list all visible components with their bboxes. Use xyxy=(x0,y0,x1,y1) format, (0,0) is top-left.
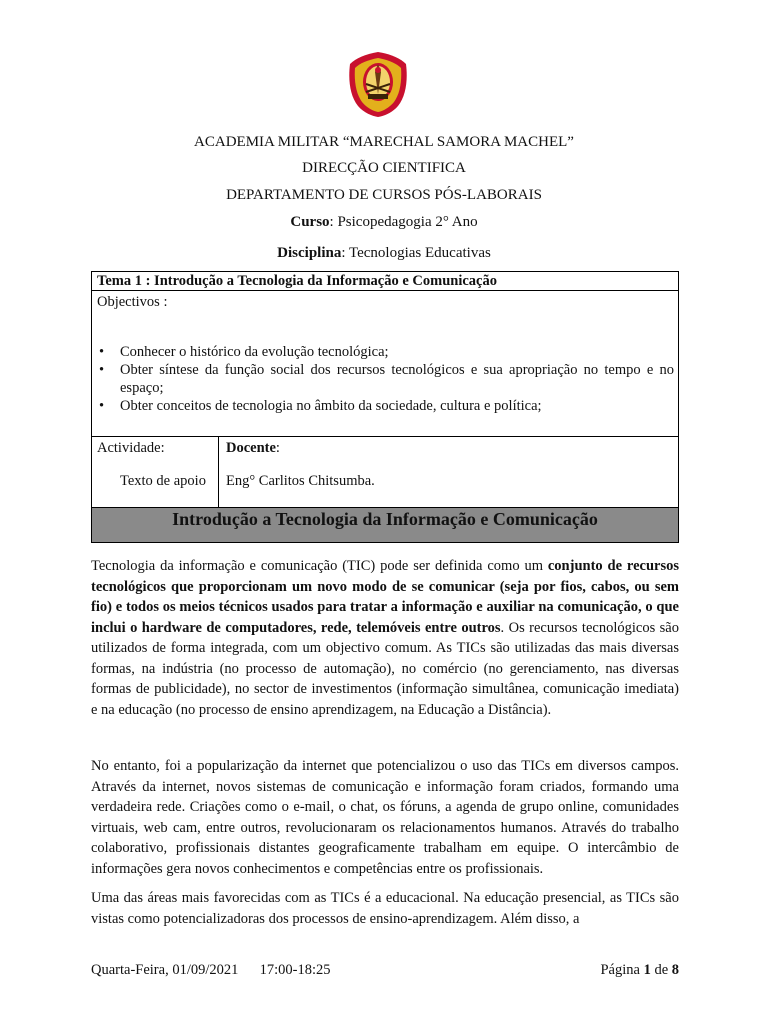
list-item: • Obter conceitos de tecnologia no âmbito da sociedade, cultura e política; xyxy=(92,397,680,415)
footer-time: 17:00-18:25 xyxy=(259,962,331,978)
footer-date: Quarta-Feira, 01/09/2021 xyxy=(91,962,239,978)
discipline-label: Disciplina xyxy=(277,245,342,261)
activity-cell xyxy=(92,437,219,507)
paragraph-1-bold: conjunto de recursos tecnológicos que proporcionam um novo modo de se comunicar (seja por fios, cabos, ou sem fio) e todos os meios técnicos usados para tratar a informação e auxiliar na comunicação, o que inclui o hardware de computadores, rede, telemóveis entre outros xyxy=(91,558,679,636)
paragraph-3: Uma das áreas mais favorecidas com as TICs é a educacional. Na educação presencial, as TICs são vistas como potencializadoras dos processos de ensino-aprendizagem. Além disso, a xyxy=(91,890,679,927)
objectives-list xyxy=(92,343,680,415)
page-footer xyxy=(91,961,679,979)
docente-label: Docente xyxy=(226,440,276,456)
direction-name: DIRECÇÃO CIENTIFICA xyxy=(302,160,466,176)
topic-title: Tema 1 : Introdução a Tecnologia da Informação e Comunicação xyxy=(92,272,678,291)
objectives-label: Objectivos : xyxy=(97,294,168,310)
military-academy-crest-icon xyxy=(346,50,410,118)
institution-name: ACADEMIA MILITAR “MARECHAL SAMORA MACHEL” xyxy=(194,134,574,150)
department-name: DEPARTAMENTO DE CURSOS PÓS-LABORAIS xyxy=(226,187,542,203)
activity-value: Texto de apoio xyxy=(120,473,206,489)
course-line xyxy=(0,213,768,231)
paragraph-2: No entanto, foi a popularização da internet que potencializou o uso das TICs em diversos campos. Através da internet, novos sistemas de comunicação e informação foram criados, formando uma verdadeira rede. Criações como o e-mail, o chat, os fóruns, a agenda de grupo online, comunidades virtuais, web cam, entre outros, revolucionaram os relacionamentos humanos. Através do trabalho colaborativo, profissionais distantes geograficamente trabalham em equipe. O intercâmbio de informações gera novos conhecimentos e competências entre os profissionais. xyxy=(91,758,679,877)
discipline-line xyxy=(0,244,768,262)
docente-line: Docente: xyxy=(226,440,280,456)
page-indicator: Página 1 de 8 xyxy=(600,962,679,978)
paragraph-1: Tecnologia da informação e comunicação (TIC) pode ser definida como um conjunto de recursos tecnológicos que proporcionam um novo modo de se comunicar (seja por fios, cabos, ou sem fio) e todos os meios técnicos usados para tratar a informação e auxiliar na comunicação, o que inclui o hardware de computadores, rede, telemóveis entre outros. Os recursos tecnológicos são utilizados de forma integrada, com um objectivo comum. As TICs são utilizadas das mais diversas formas, na indústria (no processo de automação), no comércio (no gerenciamento, nas diversas formas de publicidade), no sector de investimentos (informação simultânea, comunicação imediata) e na educação (no processo de ensino aprendizagem, na Educação a Distância). xyxy=(91,558,679,718)
objectives-cell xyxy=(92,291,678,437)
discipline-value: : Tecnologias Educativas xyxy=(341,245,491,261)
list-item: • Obter síntese da função social dos recursos tecnológicos e sua apropriação no tempo e no espaço; xyxy=(92,361,680,397)
list-item: • Conhecer o histórico da evolução tecnológica; xyxy=(92,343,680,361)
course-value: : Psicopedagogia 2° Ano xyxy=(329,214,478,230)
docente-name: Eng° Carlitos Chitsumba. xyxy=(226,473,375,489)
section-banner: Introdução a Tecnologia da Informação e Comunicação xyxy=(92,508,678,542)
topic-table xyxy=(91,271,679,543)
activity-label: Actividade: xyxy=(97,440,165,456)
course-label: Curso xyxy=(290,214,330,230)
activity-row xyxy=(92,437,678,508)
